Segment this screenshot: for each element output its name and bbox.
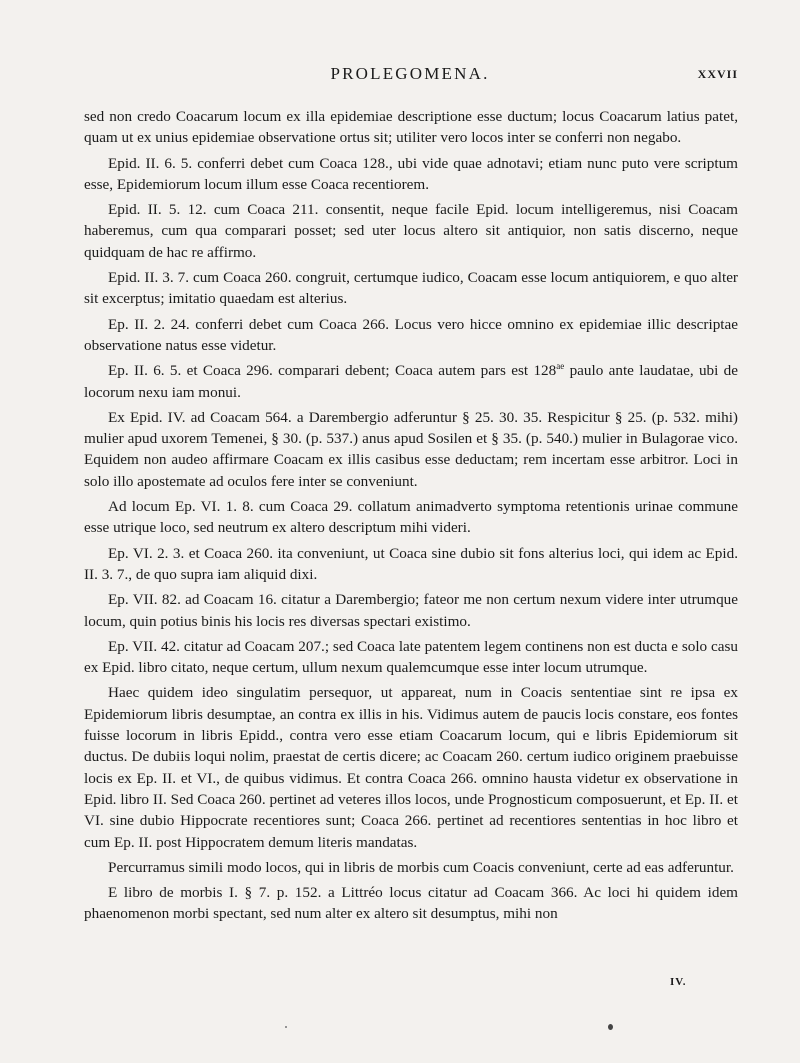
paragraph: Ep. VI. 2. 3. et Coaca 260. ita conveniunt, ut Coaca sine dubio sit fons alterius loci, qui idem ac Epid. II. 3. 7., de quo supra iam aliquid dixi.: [84, 544, 738, 583]
paragraph: Ep. II. 2. 24. conferri debet cum Coaca 266. Locus vero hicce omnino ex epidemiae illic descriptae observatione natus esse videtur.: [84, 315, 738, 354]
paragraph-text: Ep. II. 6. 5. et Coaca 296. comparari debent; Coaca autem pars est 128: [108, 362, 557, 380]
print-speck: [285, 1026, 287, 1028]
paragraph: Ex Epid. IV. ad Coacam 564. a Darembergio adferuntur § 25. 30. 35. Respicitur § 25. (p. 532. mihi) mulier apud uxorem Temenei, § 30. (p. 537.) anus apud Sosilen et § 35. (p. 540.) mulier in Bulagorae vico. Equidem non audeo affirmare Coacam ex illis casibus esse deductam; rem incertam esse arbitror. Loci in solo illo apostemate ad oculos fere inter se conveniunt.: [84, 408, 738, 490]
print-speck: [608, 1024, 613, 1030]
paragraph: sed non credo Coacarum locum ex illa epidemiae descriptione esse ductum; locus Coacarum latius patet, quam ut ex unius epidemiae observatione ortus sit; utiliter vero locos inter se conferri non negabo.: [84, 108, 738, 147]
paragraph: Haec quidem ideo singulatim persequor, ut appareat, num in Coacis sententiae sint re ipsa ex Epidemiorum libris desumptae, an contra ex illis in his. Vidimus autem de paucis locis constare, eos fontes fuisse locorum in libris Epidd., contra vero esse etiam Coacarum locum, qui e libris Epidemiorum sit ductus. De dubiis loqui nolim, praestat de certis dicere; ac Coacam 260. certum iudico originem praebuisse locis ex Ep. II. et VI., de quibus vidimus. Et contra Coaca 266. omnino hausta videtur ex observatione in Epid. libro II. Sed Coaca 260. pertinet ad veteres illos locos, unde Prognosticum composuerunt, et Ep. II. et VI. sine dubio Hippocrate recentiores sunt; Coaca 266. pertinet ad recentiores sententias in hoc libro et cum Ep. II. post Hippocratem demum literis mandatas.: [84, 684, 738, 851]
signature-mark: IV.: [670, 976, 687, 988]
paragraph: [84, 360, 738, 403]
running-title: PROLEGOMENA.: [330, 64, 490, 83]
paragraph: Epid. II. 5. 12. cum Coaca 211. consentit, neque facile Epid. locum intelligeremus, nisi Coacam haberemus, cum qua comparari posset; sed uter locus altero sit antiquior, non satis discerno, neque quidquam de hac re affirmo.: [84, 201, 738, 261]
paragraph: Ep. VII. 42. citatur ad Coacam 207.; sed Coaca late patentem legem continens non est ducta e solo casu ex Epid. libro citato, neque certum, ullum nexum qualemcumque esse inter locum utrumque.: [84, 637, 738, 677]
paragraph: Ep. VII. 82. ad Coacam 16. citatur a Darembergio; fateor me non certum nexum videre inter utrumque locum, quin potius binis his locis res diversas spectari existimo.: [84, 591, 738, 630]
paragraph: E libro de morbis I. § 7. p. 152. a Littréo locus citatur ad Coacam 366. Ac loci hi quidem idem phaenomenon morbi spectant, sed num alter ex altero sit desumptus, mihi non: [84, 884, 738, 923]
paragraph: Percurramus simili modo locos, qui in libris de morbis cum Coacis conveniunt, certe ad eas adferuntur.: [108, 858, 734, 876]
paragraph: Epid. II. 6. 5. conferri debet cum Coaca 128., ubi vide quae adnotavi; etiam nunc puto vere scriptum esse, Epidemiorum locum illum esse Coaca recentiorem.: [84, 154, 738, 193]
paragraph-text: paulo ante laudatae, ubi de locorum nexu iam monui.: [84, 362, 739, 401]
paragraph: Epid. II. 3. 7. cum Coaca 260. congruit, certumque iudico, Coacam esse locum antiquiorem, e quo alter sit excerptus; imitatio quaedam est alterius.: [84, 269, 738, 308]
body-text: [84, 106, 738, 929]
paragraph: Ad locum Ep. VI. 1. 8. cum Coaca 29. collatum animadverto symptoma retentionis urinae commune esse utrique loco, sed neutrum ex altero descriptum mihi videri.: [84, 498, 738, 537]
running-header: [82, 64, 738, 88]
ordinal-superscript: ae: [556, 361, 565, 372]
page-number: XXVII: [697, 67, 738, 81]
